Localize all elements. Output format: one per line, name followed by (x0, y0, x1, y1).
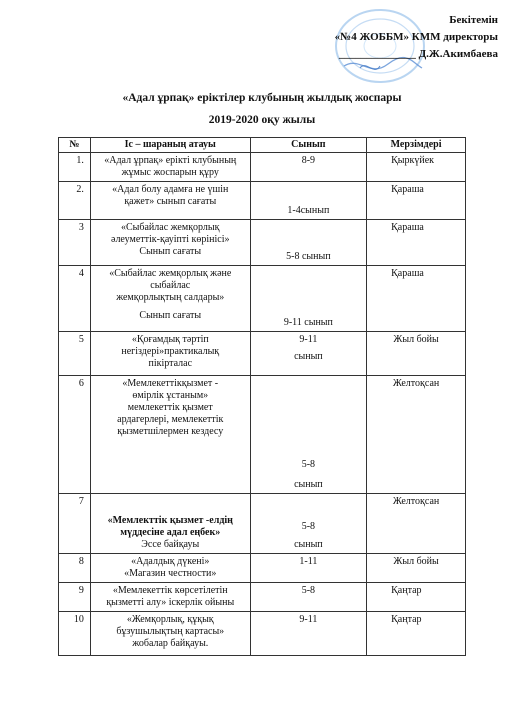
event-name-line: бұзушылықтың картасы» (116, 626, 225, 637)
director-name: Д.Ж.Акимбаева (418, 48, 498, 60)
event-name-line: Сынып сағаты (139, 310, 202, 321)
event-name-line: жемқорлықтың салдары» (116, 292, 225, 303)
event-name (90, 376, 250, 494)
class-cell (250, 332, 367, 376)
event-name-line: қызметті алу» іскерлік ойыны (106, 597, 235, 608)
event-name-line: ардагерлері, мемлекеттік (117, 414, 224, 425)
class-line: 9-11 (299, 614, 318, 625)
header-number: № (59, 138, 91, 153)
event-name-line: «Жемқорлық, құқық (126, 614, 214, 625)
term-cell: Қараша (367, 220, 466, 266)
class-line: 8-9 (301, 155, 316, 166)
event-name-line: «Мемлекеттікқызмет - (122, 378, 219, 389)
event-name-line: өмірлік ұстаным» (132, 390, 209, 401)
event-name (90, 266, 250, 332)
class-line: 5-8 (301, 521, 316, 532)
event-name-line: жұмыс жоспарын құру (121, 167, 219, 178)
event-name (90, 583, 250, 612)
class-line: сынып (294, 479, 323, 490)
approval-heading: Бекітемін (449, 14, 498, 26)
class-line: сынып (294, 351, 323, 362)
event-name-line: «Сыбайлас жемқорлық (121, 222, 220, 233)
class-line: 9-11 сынып (283, 317, 333, 328)
event-name (90, 332, 250, 376)
class-cell (250, 494, 367, 554)
event-name-line: «Сыбайлас жемқорлық және (109, 268, 232, 279)
event-name-line: «Мемлекттік қызмет -елдің (107, 515, 233, 526)
document-title: «Адал ұрпақ» еріктілер клубының жылдық жоспары (122, 92, 402, 104)
term-cell: Қараша (367, 182, 466, 220)
class-line: 1-11 (299, 556, 318, 567)
header-dates: Мерзімдері (367, 138, 466, 153)
table-row (59, 583, 466, 612)
term-cell: Жыл бойы (367, 332, 466, 376)
event-name (90, 153, 250, 182)
event-name-line: «Мемлекеттік көрсетілетін (112, 585, 228, 596)
event-name-line: қызметшілермен кездесу (117, 426, 224, 437)
class-line: 5-8 (301, 585, 316, 596)
row-number: 7 (59, 494, 91, 554)
term-cell: Қараша (367, 266, 466, 332)
class-cell (250, 554, 367, 583)
class-line: 5-8 сынып (286, 251, 331, 262)
class-cell (250, 612, 367, 656)
header-event-name: Іс – шараның атауы (90, 138, 250, 153)
row-number: 6 (59, 376, 91, 494)
event-name (90, 182, 250, 220)
row-number: 2. (59, 182, 91, 220)
table-row (59, 182, 466, 220)
table-row (59, 376, 466, 494)
row-number: 9 (59, 583, 91, 612)
event-name-line: «Магазин честности» (124, 568, 217, 579)
class-line: 1-4сынып (287, 205, 330, 216)
class-line: сынып (294, 539, 323, 550)
table-header-row (59, 138, 466, 153)
table-row (59, 153, 466, 182)
signature-line: ______________ (338, 48, 416, 60)
approval-signature (258, 46, 498, 63)
event-name-line: негіздері»практикалық (121, 346, 220, 357)
event-name-line: қажет» сынып сағаты (124, 196, 217, 207)
event-name-line: мүддесіне адал еңбек» (120, 527, 221, 538)
event-name-line: «Адал ұрпақ» ерікті клубының (104, 155, 237, 166)
event-name-line: Сынып сағаты (139, 246, 202, 257)
class-cell (250, 182, 367, 220)
class-cell (250, 583, 367, 612)
row-number: 10 (59, 612, 91, 656)
class-line: 9-11 (299, 334, 318, 345)
event-name-line: мемлекеттік қызмет (127, 402, 213, 413)
class-cell (250, 376, 367, 494)
event-name-line: Эссе байқауы (141, 539, 200, 550)
term-cell: Желтоқсан (367, 494, 466, 554)
event-name (90, 554, 250, 583)
table-row (59, 554, 466, 583)
approval-block (258, 12, 498, 63)
term-cell: Желтоқсан (367, 376, 466, 494)
plan-table (58, 137, 466, 656)
row-number: 5 (59, 332, 91, 376)
event-name (90, 220, 250, 266)
row-number: 1. (59, 153, 91, 182)
document-subtitle: 2019-2020 оқу жылы (208, 114, 316, 126)
class-cell (250, 266, 367, 332)
term-cell: Жыл бойы (367, 554, 466, 583)
approval-position: «№4 ЖОББМ» КММ директоры (334, 31, 498, 43)
table-row (59, 494, 466, 554)
event-name-line: сыбайлас (150, 280, 191, 291)
class-cell (250, 153, 367, 182)
term-cell: Қаңтар (367, 612, 466, 656)
term-cell: Қаңтар (367, 583, 466, 612)
event-name-line: «Адал болу адамға не үшін (112, 184, 229, 195)
header-class: Сынып (250, 138, 367, 153)
table-row (59, 220, 466, 266)
table-row (59, 612, 466, 656)
event-name-line: «Қоғамдық тәртіп (131, 334, 209, 345)
class-cell (250, 220, 367, 266)
event-name-line: әлеуметтік-қауіпті көрінісі» (111, 234, 230, 245)
event-name-line: жобалар байқауы. (132, 638, 209, 649)
term-cell: Қыркүйек (367, 153, 466, 182)
row-number: 8 (59, 554, 91, 583)
event-name-line: «Адалдық дүкені» (131, 556, 210, 567)
table-row (59, 266, 466, 332)
event-name (90, 612, 250, 656)
event-name (90, 494, 250, 554)
event-name-line: пікірталас (148, 358, 193, 369)
class-line: 5-8 (301, 459, 316, 470)
row-number: 3 (59, 220, 91, 266)
row-number: 4 (59, 266, 91, 332)
table-row (59, 332, 466, 376)
